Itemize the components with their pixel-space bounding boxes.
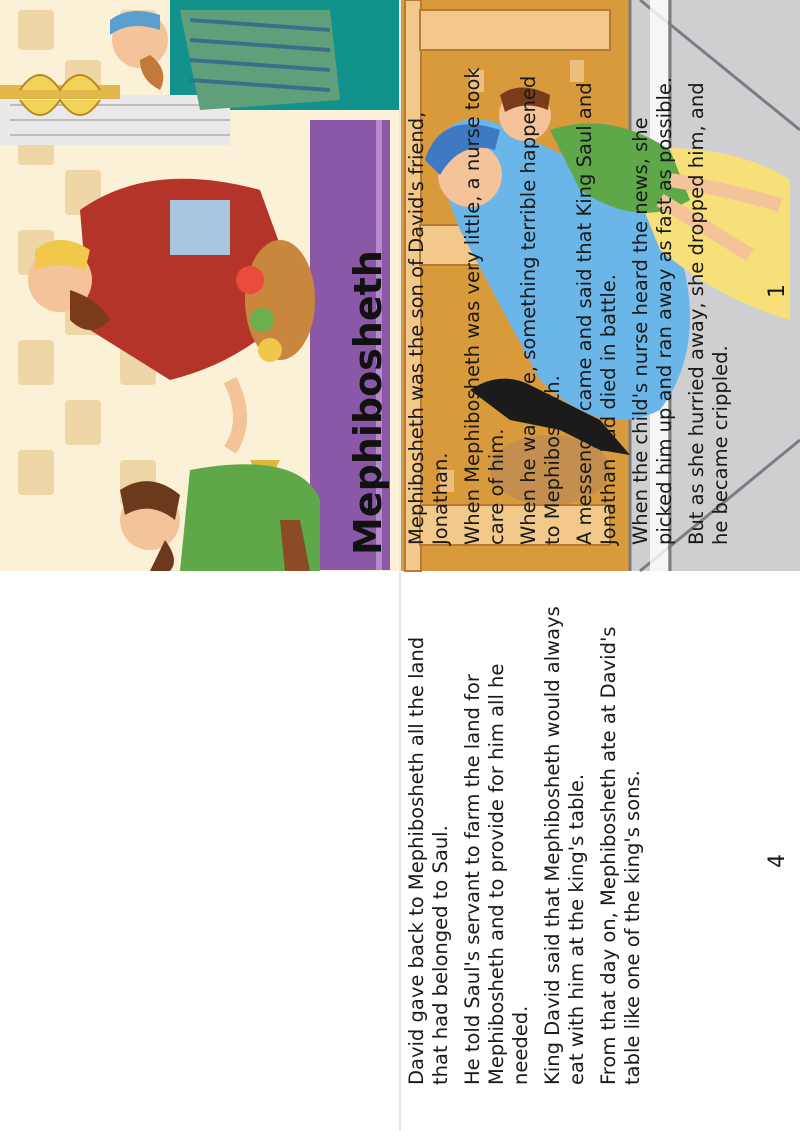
paragraph: When Mephibosheth was very little, a nurse took care of him.: [461, 67, 508, 545]
page-number: 1: [765, 284, 790, 298]
feast-illustration: [0, 0, 400, 571]
paragraph: King David said that Mephibosheth would always eat with him at the king's table.: [541, 606, 588, 1085]
paragraph: When he was five, something terrible happened to Mephibosheth.: [517, 75, 564, 545]
page-divider: [399, 0, 401, 1131]
paragraph: But as she hurried away, she dropped him, and he became crippled.: [685, 82, 732, 545]
page-title: Mephibosheth: [346, 250, 390, 555]
page-1-text: [405, 55, 741, 545]
paragraph: From that day on, Mephibosheth ate at David's table like one of the king's sons.: [597, 626, 644, 1085]
paragraph: He told Saul's servant to farm the land for Mephibosheth and to provide for him all he needed.: [461, 663, 532, 1085]
page-number: 4: [765, 854, 790, 868]
paragraph: When the child's nurse heard the news, she picked him up and ran away as fast as possible.: [629, 76, 676, 545]
page-1: [346, 0, 800, 1131]
paragraph: A messenger came and said that King Saul and Jonathan had died in battle.: [573, 82, 620, 545]
paragraph: David gave back to Mephibosheth all the land that had belonged to Saul.: [405, 636, 452, 1085]
paragraph: Mephibosheth was the son of David's friend, Jonathan.: [405, 111, 452, 545]
